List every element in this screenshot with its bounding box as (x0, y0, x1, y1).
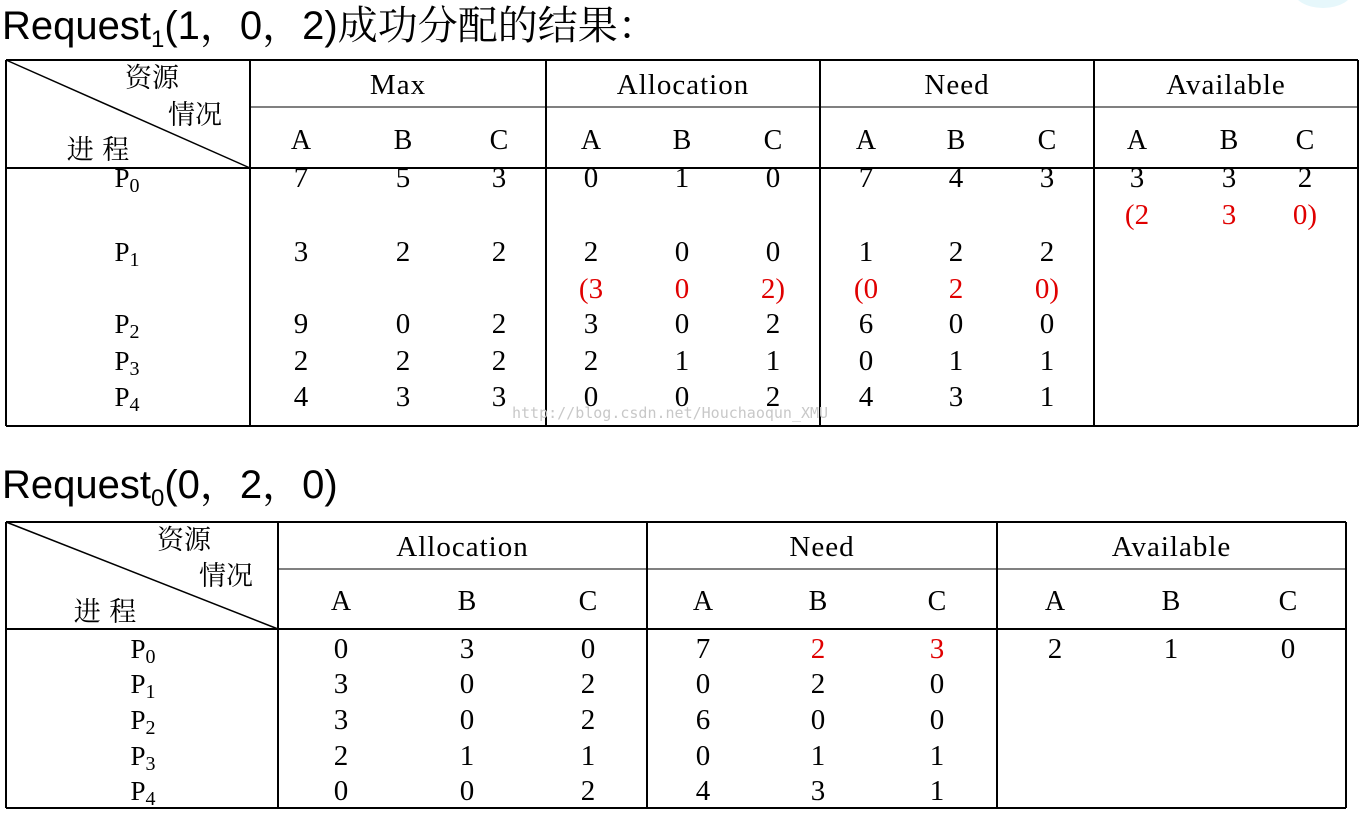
cell-need-p1-c: 0 (929, 668, 945, 700)
cell-max-p0-b: 5 (395, 162, 411, 194)
column-header-need-a: A (855, 125, 877, 156)
cell-need-p4-a: 4 (695, 775, 711, 807)
corner-label-situation: 情况 (199, 561, 253, 592)
decorative-circle (1293, 0, 1353, 8)
title-request-0-text: (0，2，0) (164, 463, 338, 507)
cell-max-p1-a: 3 (293, 236, 309, 268)
cell-alloc-p1-a: 2 (583, 236, 599, 268)
process-label-p0: P0 (130, 634, 156, 668)
cell-alloc_new-p1-b: 0 (674, 273, 690, 305)
cell-alloc-p1-c: 2 (580, 668, 596, 700)
group-header-allocation: Allocation (396, 531, 529, 563)
corner-label-resource: 资源 (125, 63, 179, 94)
column-header-need-c: C (1037, 125, 1057, 156)
cell-alloc-p3-c: 1 (765, 345, 781, 377)
cell-need-p4-c: 1 (929, 775, 945, 807)
cell-alloc-p0-b: 3 (459, 633, 475, 665)
cell-alloc-p3-a: 2 (333, 740, 349, 772)
cell-alloc-p4-b: 0 (459, 775, 475, 807)
cell-need-p3-b: 1 (948, 345, 964, 377)
process-label-p2: P2 (130, 705, 156, 739)
cell-need_new-p1-c: 0) (1034, 273, 1060, 305)
cell-alloc-p0-c: 0 (580, 633, 596, 665)
cell-need-p2-c: 0 (929, 704, 945, 736)
cell-need-p0-c: 3 (929, 633, 945, 665)
cell-alloc-p4-a: 0 (333, 775, 349, 807)
cell-alloc-p4-c: 2 (580, 775, 596, 807)
cell-alloc-p4-a: 0 (583, 381, 599, 413)
title-request-1-subscript: 1 (150, 26, 165, 53)
corner-label-process: 进 程 (66, 135, 130, 166)
cell-avail_new-p0-b: 3 (1221, 199, 1237, 231)
column-header-available-b: B (1161, 586, 1181, 617)
title-request-0-subscript: 0 (150, 485, 165, 512)
cell-need-p2-c: 0 (1039, 308, 1055, 340)
cell-avail_new-p0-c: 0) (1292, 199, 1318, 231)
cell-alloc-p0-b: 1 (674, 162, 690, 194)
column-header-need-a: A (692, 586, 714, 617)
cell-alloc_new-p1-a: (3 (578, 273, 604, 305)
cell-alloc-p0-a: 0 (333, 633, 349, 665)
column-header-max-c: C (489, 125, 509, 156)
cell-need-p1-c: 2 (1039, 236, 1055, 268)
cell-need-p3-c: 1 (929, 740, 945, 772)
cell-need-p0-b: 2 (810, 633, 826, 665)
cell-max-p2-c: 2 (491, 308, 507, 340)
cell-avail-p0-a: 3 (1129, 162, 1145, 194)
group-header-max: Max (369, 69, 427, 101)
column-header-available-a: A (1044, 586, 1066, 617)
cell-alloc-p2-c: 2 (580, 704, 596, 736)
column-header-max-b: B (393, 125, 413, 156)
cell-max-p4-a: 4 (293, 381, 309, 413)
title-request-0 (2, 463, 338, 521)
cell-max-p1-c: 2 (491, 236, 507, 268)
cell-alloc-p3-c: 1 (580, 740, 596, 772)
cell-need-p4-b: 3 (948, 381, 964, 413)
corner-label-resource: 资源 (157, 525, 211, 556)
cell-alloc-p3-b: 1 (674, 345, 690, 377)
cell-need-p1-b: 2 (810, 668, 826, 700)
cell-max-p4-c: 3 (491, 381, 507, 413)
column-header-allocation-c: C (763, 125, 783, 156)
cell-max-p3-a: 2 (293, 345, 309, 377)
corner-label-situation: 情况 (168, 100, 222, 131)
cell-avail_new-p0-a: (2 (1124, 199, 1150, 231)
cell-max-p2-a: 9 (293, 308, 309, 340)
cell-need-p0-a: 7 (858, 162, 874, 194)
cell-need-p0-c: 3 (1039, 162, 1055, 194)
group-header-available: Available (1111, 531, 1232, 563)
cell-need-p0-b: 4 (948, 162, 964, 194)
cell-max-p2-b: 0 (395, 308, 411, 340)
cell-alloc-p4-c: 2 (765, 381, 781, 413)
cell-need-p3-a: 0 (695, 740, 711, 772)
cell-alloc_new-p1-c: 2) (760, 273, 786, 305)
cell-alloc-p3-b: 1 (459, 740, 475, 772)
cell-need_new-p1-b: 2 (948, 273, 964, 305)
column-header-need-c: C (927, 586, 947, 617)
cell-alloc-p2-b: 0 (674, 308, 690, 340)
cell-need-p4-a: 4 (858, 381, 874, 413)
cell-max-p0-c: 3 (491, 162, 507, 194)
group-header-available: Available (1166, 69, 1286, 101)
cell-max-p4-b: 3 (395, 381, 411, 413)
cell-need-p1-b: 2 (948, 236, 964, 268)
cell-alloc-p0-a: 0 (583, 162, 599, 194)
group-header-need: Need (924, 69, 990, 101)
cell-need-p3-c: 1 (1039, 345, 1055, 377)
cell-avail-p0-c: 0 (1280, 633, 1296, 665)
process-label-p0: P0 (114, 163, 140, 197)
cell-need-p3-a: 0 (858, 345, 874, 377)
corner-label-process: 进 程 (73, 597, 137, 628)
column-header-allocation-c: C (578, 586, 598, 617)
cell-need-p0-a: 7 (695, 633, 711, 665)
column-header-allocation-b: B (457, 586, 477, 617)
title-request-1-prefix: Request (2, 4, 151, 48)
table-request-1-result (0, 58, 1363, 430)
cell-max-p3-c: 2 (491, 345, 507, 377)
cell-need-p4-b: 3 (810, 775, 826, 807)
cell-need-p2-a: 6 (695, 704, 711, 736)
title-request-0-prefix: Request (2, 463, 151, 507)
cell-alloc-p3-a: 2 (583, 345, 599, 377)
column-header-allocation-b: B (672, 125, 692, 156)
column-header-need-b: B (946, 125, 966, 156)
group-header-need: Need (789, 531, 855, 563)
cell-alloc-p2-a: 3 (333, 704, 349, 736)
cell-need-p3-b: 1 (810, 740, 826, 772)
table-request-0 (0, 520, 1363, 814)
column-header-need-b: B (808, 586, 828, 617)
cell-need-p2-b: 0 (810, 704, 826, 736)
cell-need-p1-a: 0 (695, 668, 711, 700)
watermark-url: http://blog.csdn.net/Houchaoqun_XMU (512, 404, 829, 422)
cell-need-p1-a: 1 (858, 236, 874, 268)
process-label-p3: P3 (114, 346, 140, 380)
column-header-available-a: A (1126, 125, 1148, 156)
cell-alloc-p0-c: 0 (765, 162, 781, 194)
cell-max-p1-b: 2 (395, 236, 411, 268)
column-header-available-b: B (1219, 125, 1239, 156)
cell-alloc-p1-b: 0 (459, 668, 475, 700)
column-header-available-c: C (1295, 125, 1315, 156)
cell-alloc-p1-a: 3 (333, 668, 349, 700)
cell-alloc-p2-a: 3 (583, 308, 599, 340)
cell-alloc-p1-b: 0 (674, 236, 690, 268)
process-label-p1: P1 (114, 237, 140, 271)
column-header-max-a: A (290, 125, 312, 156)
column-header-allocation-a: A (580, 125, 602, 156)
cell-alloc-p4-b: 0 (674, 381, 690, 413)
process-label-p3: P3 (130, 741, 156, 775)
process-label-p1: P1 (130, 669, 156, 703)
cell-alloc-p2-c: 2 (765, 308, 781, 340)
process-label-p2: P2 (114, 309, 140, 343)
cell-alloc-p1-c: 0 (765, 236, 781, 268)
process-label-p4: P4 (114, 382, 140, 416)
cell-avail-p0-c: 2 (1297, 162, 1313, 194)
title-request-1 (2, 4, 658, 62)
cell-need-p2-a: 6 (858, 308, 874, 340)
cell-avail-p0-b: 3 (1221, 162, 1237, 194)
cell-max-p3-b: 2 (395, 345, 411, 377)
cell-need-p4-c: 1 (1039, 381, 1055, 413)
title-request-1-text: (1，0，2)成功分配的结果： (164, 4, 658, 48)
cell-need-p2-b: 0 (948, 308, 964, 340)
cell-max-p0-a: 7 (293, 162, 309, 194)
process-label-p4: P4 (130, 776, 156, 810)
cell-alloc-p2-b: 0 (459, 704, 475, 736)
column-header-available-c: C (1278, 586, 1298, 617)
cell-avail-p0-a: 2 (1047, 633, 1063, 665)
cell-avail-p0-b: 1 (1163, 633, 1179, 665)
column-header-allocation-a: A (330, 586, 352, 617)
cell-need_new-p1-a: (0 (853, 273, 879, 305)
group-header-allocation: Allocation (616, 69, 750, 101)
